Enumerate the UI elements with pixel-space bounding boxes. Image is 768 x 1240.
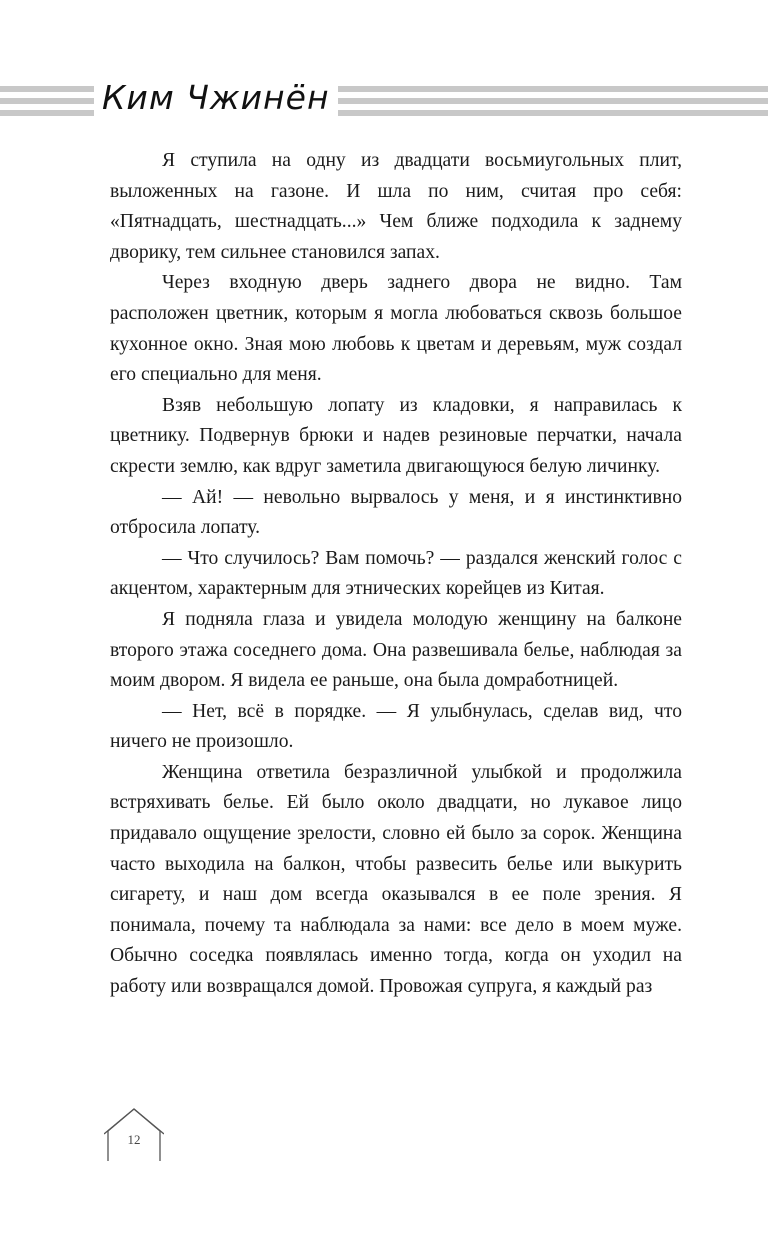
body-text xyxy=(110,146,682,1003)
paragraph: Через входную дверь заднего двора не видно. Там расположен цветник, которым я могла любоваться сквозь большое кухонное окно. Зная мою любовь к цветам и деревьям, муж создал его специально для меня. xyxy=(110,272,682,386)
paragraph: — Ай! — невольно вырвалось у меня, и я инстинктивно отбросила лопату. xyxy=(110,486,682,539)
paragraph: Взяв небольшую лопату из кладовки, я направилась к цветнику. Подвернув брюки и надев резиновые перчатки, начала скрести землю, как вдруг заметила двигающуюся белую личинку. xyxy=(110,394,682,477)
paragraph: Женщина ответила безразличной улыбкой и продолжила встряхивать белье. Ей было около двадцати, но лукавое лицо придавало ощущение зрелости, словно ей было за сорок. Женщина часто выходила на балкон, чтобы развесить белье или выкурить сигарету, и наш дом всегда оказывался в ее поле зрения. Я понимала, почему та наблюдала за нами: все дело в моем муже. Обычно соседка появлялась именно тогда, когда он уходил на работу или возвращался домой. Провожая супруга, я каждый раз xyxy=(110,761,682,998)
paragraph: — Что случилось? Вам помочь? — раздался женский голос с акцентом, характерным для этнических корейцев из Китая. xyxy=(110,547,682,600)
paragraph: Я ступила на одну из двадцати восьмиугольных плит, выложенных на газоне. И шла по ним, считая про себя: «Пятнадцать, шестнадцать...» Чем ближе подходила к заднему дворику, тем сильнее становился запах. xyxy=(110,150,682,263)
paragraph: — Нет, всё в порядке. — Я улыбнулась, сделав вид, что ничего не произошло. xyxy=(110,700,682,753)
page-number: 12 xyxy=(127,1132,141,1147)
running-header-author: Ким Чжинён xyxy=(94,74,338,122)
paragraph: Я подняла глаза и увидела молодую женщину на балконе второго этажа соседнего дома. Она развешивала белье, наблюдая за моим двором. Я видела ее раньше, она была домработницей. xyxy=(110,608,682,692)
